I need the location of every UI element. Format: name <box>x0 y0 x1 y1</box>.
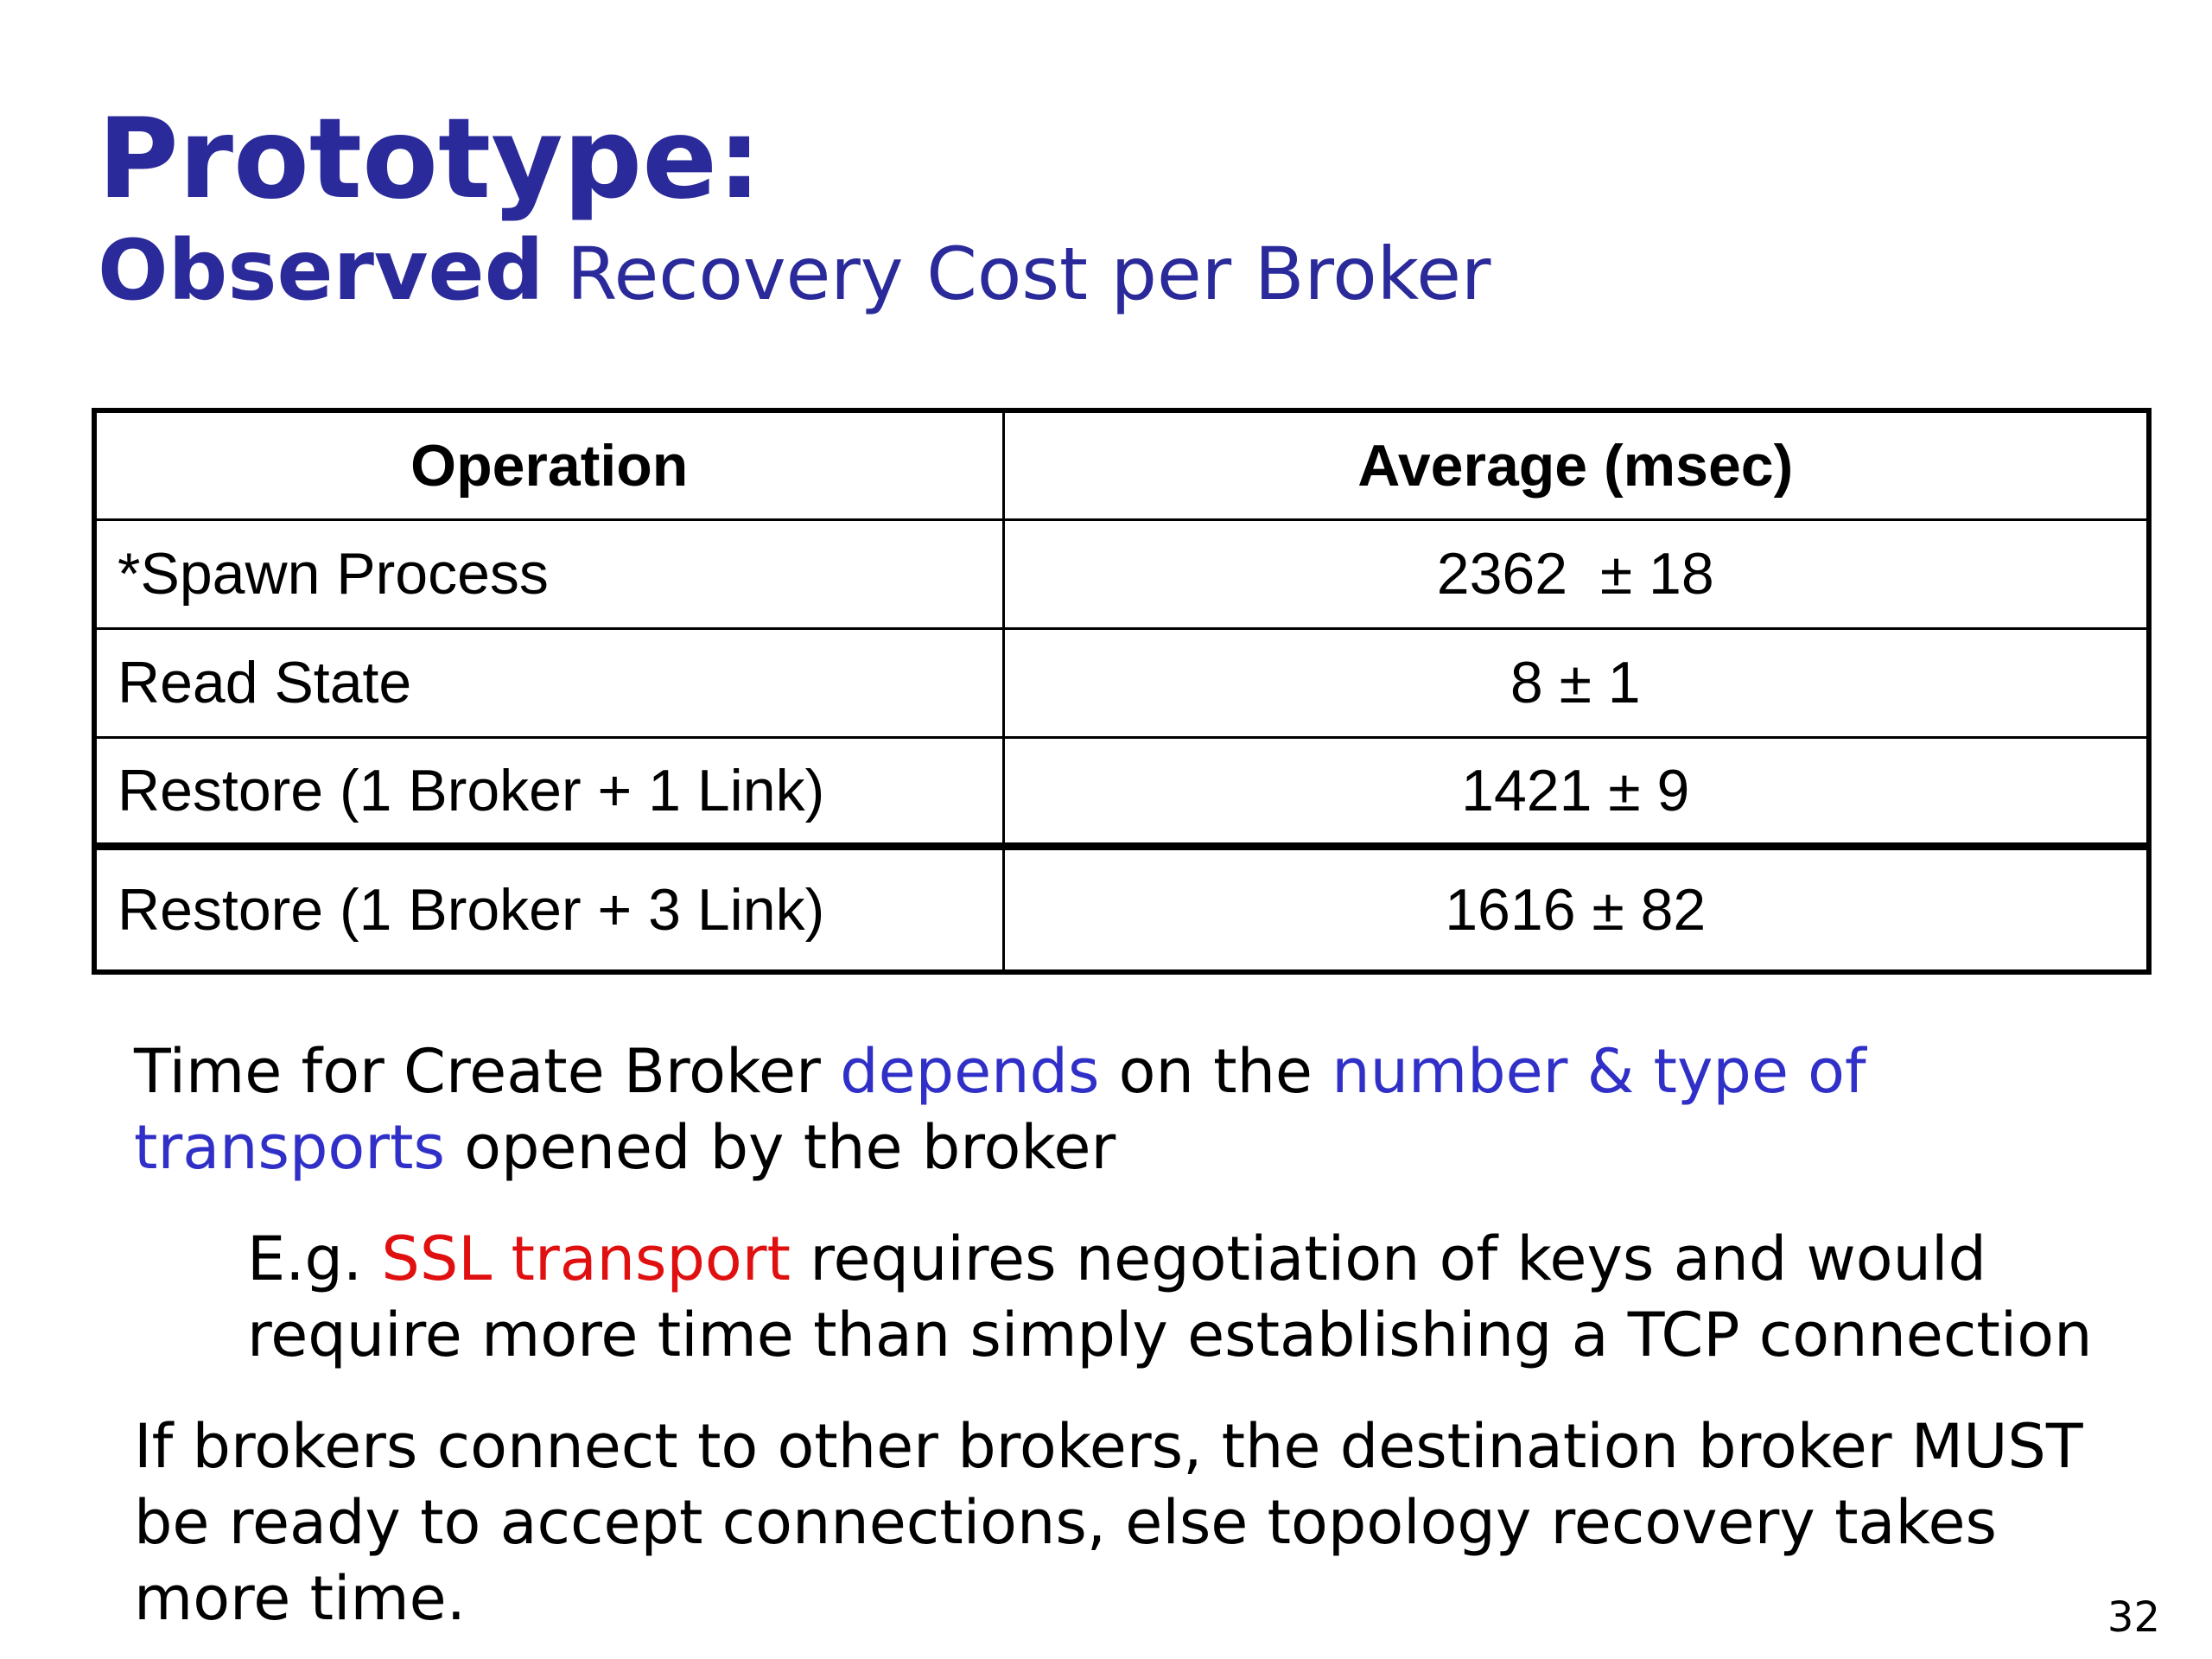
note-highlight-transports: number & type of transports <box>134 1036 1866 1183</box>
cell-operation: *Spawn Process <box>94 519 1003 628</box>
table-row <box>94 737 2149 846</box>
note-text: requires negotiation of keys and would require more time than simply establishing a TCP connection <box>247 1224 2093 1370</box>
slide-title: Prototype: <box>98 95 762 224</box>
cell-average: 1421 ± 9 <box>1003 737 2149 846</box>
note-text: on the <box>1099 1036 1332 1107</box>
recovery-cost-table <box>92 408 2152 975</box>
slide-subtitle <box>98 223 1491 321</box>
note-topology-recovery: If brokers connect to other brokers, the destination broker MUST be ready to accept connections, else topology recovery takes more time. <box>134 1411 2083 1634</box>
note-create-broker <box>134 1033 2121 1185</box>
cell-average: 1616 ± 82 <box>1003 846 2149 972</box>
cell-average: 2362 ± 18 <box>1003 519 2149 628</box>
page-number: 32 <box>2107 1593 2160 1642</box>
note-ssl-example <box>247 1221 2148 1373</box>
subtitle-bold: Observed <box>98 222 544 319</box>
cell-average: 8 ± 1 <box>1003 628 2149 737</box>
note-text: E.g. <box>247 1224 382 1294</box>
table-row <box>94 628 2149 737</box>
note-text: opened by the broker <box>444 1112 1116 1183</box>
header-operation: Operation <box>94 410 1003 519</box>
header-average: Average (msec) <box>1003 410 2149 519</box>
cell-operation: Restore (1 Broker + 1 Link) <box>94 737 1003 846</box>
note-highlight-depends: depends <box>840 1036 1100 1107</box>
table-header-row <box>94 410 2149 519</box>
subtitle-rest: Recovery Cost per Broker <box>543 232 1491 316</box>
cell-operation: Restore (1 Broker + 3 Link) <box>94 846 1003 972</box>
table-row <box>94 519 2149 628</box>
cell-operation: Read State <box>94 628 1003 737</box>
note-highlight-ssl: SSL transport <box>381 1224 791 1294</box>
note-text: Time for Create Broker <box>134 1036 841 1107</box>
table-row <box>94 846 2149 972</box>
